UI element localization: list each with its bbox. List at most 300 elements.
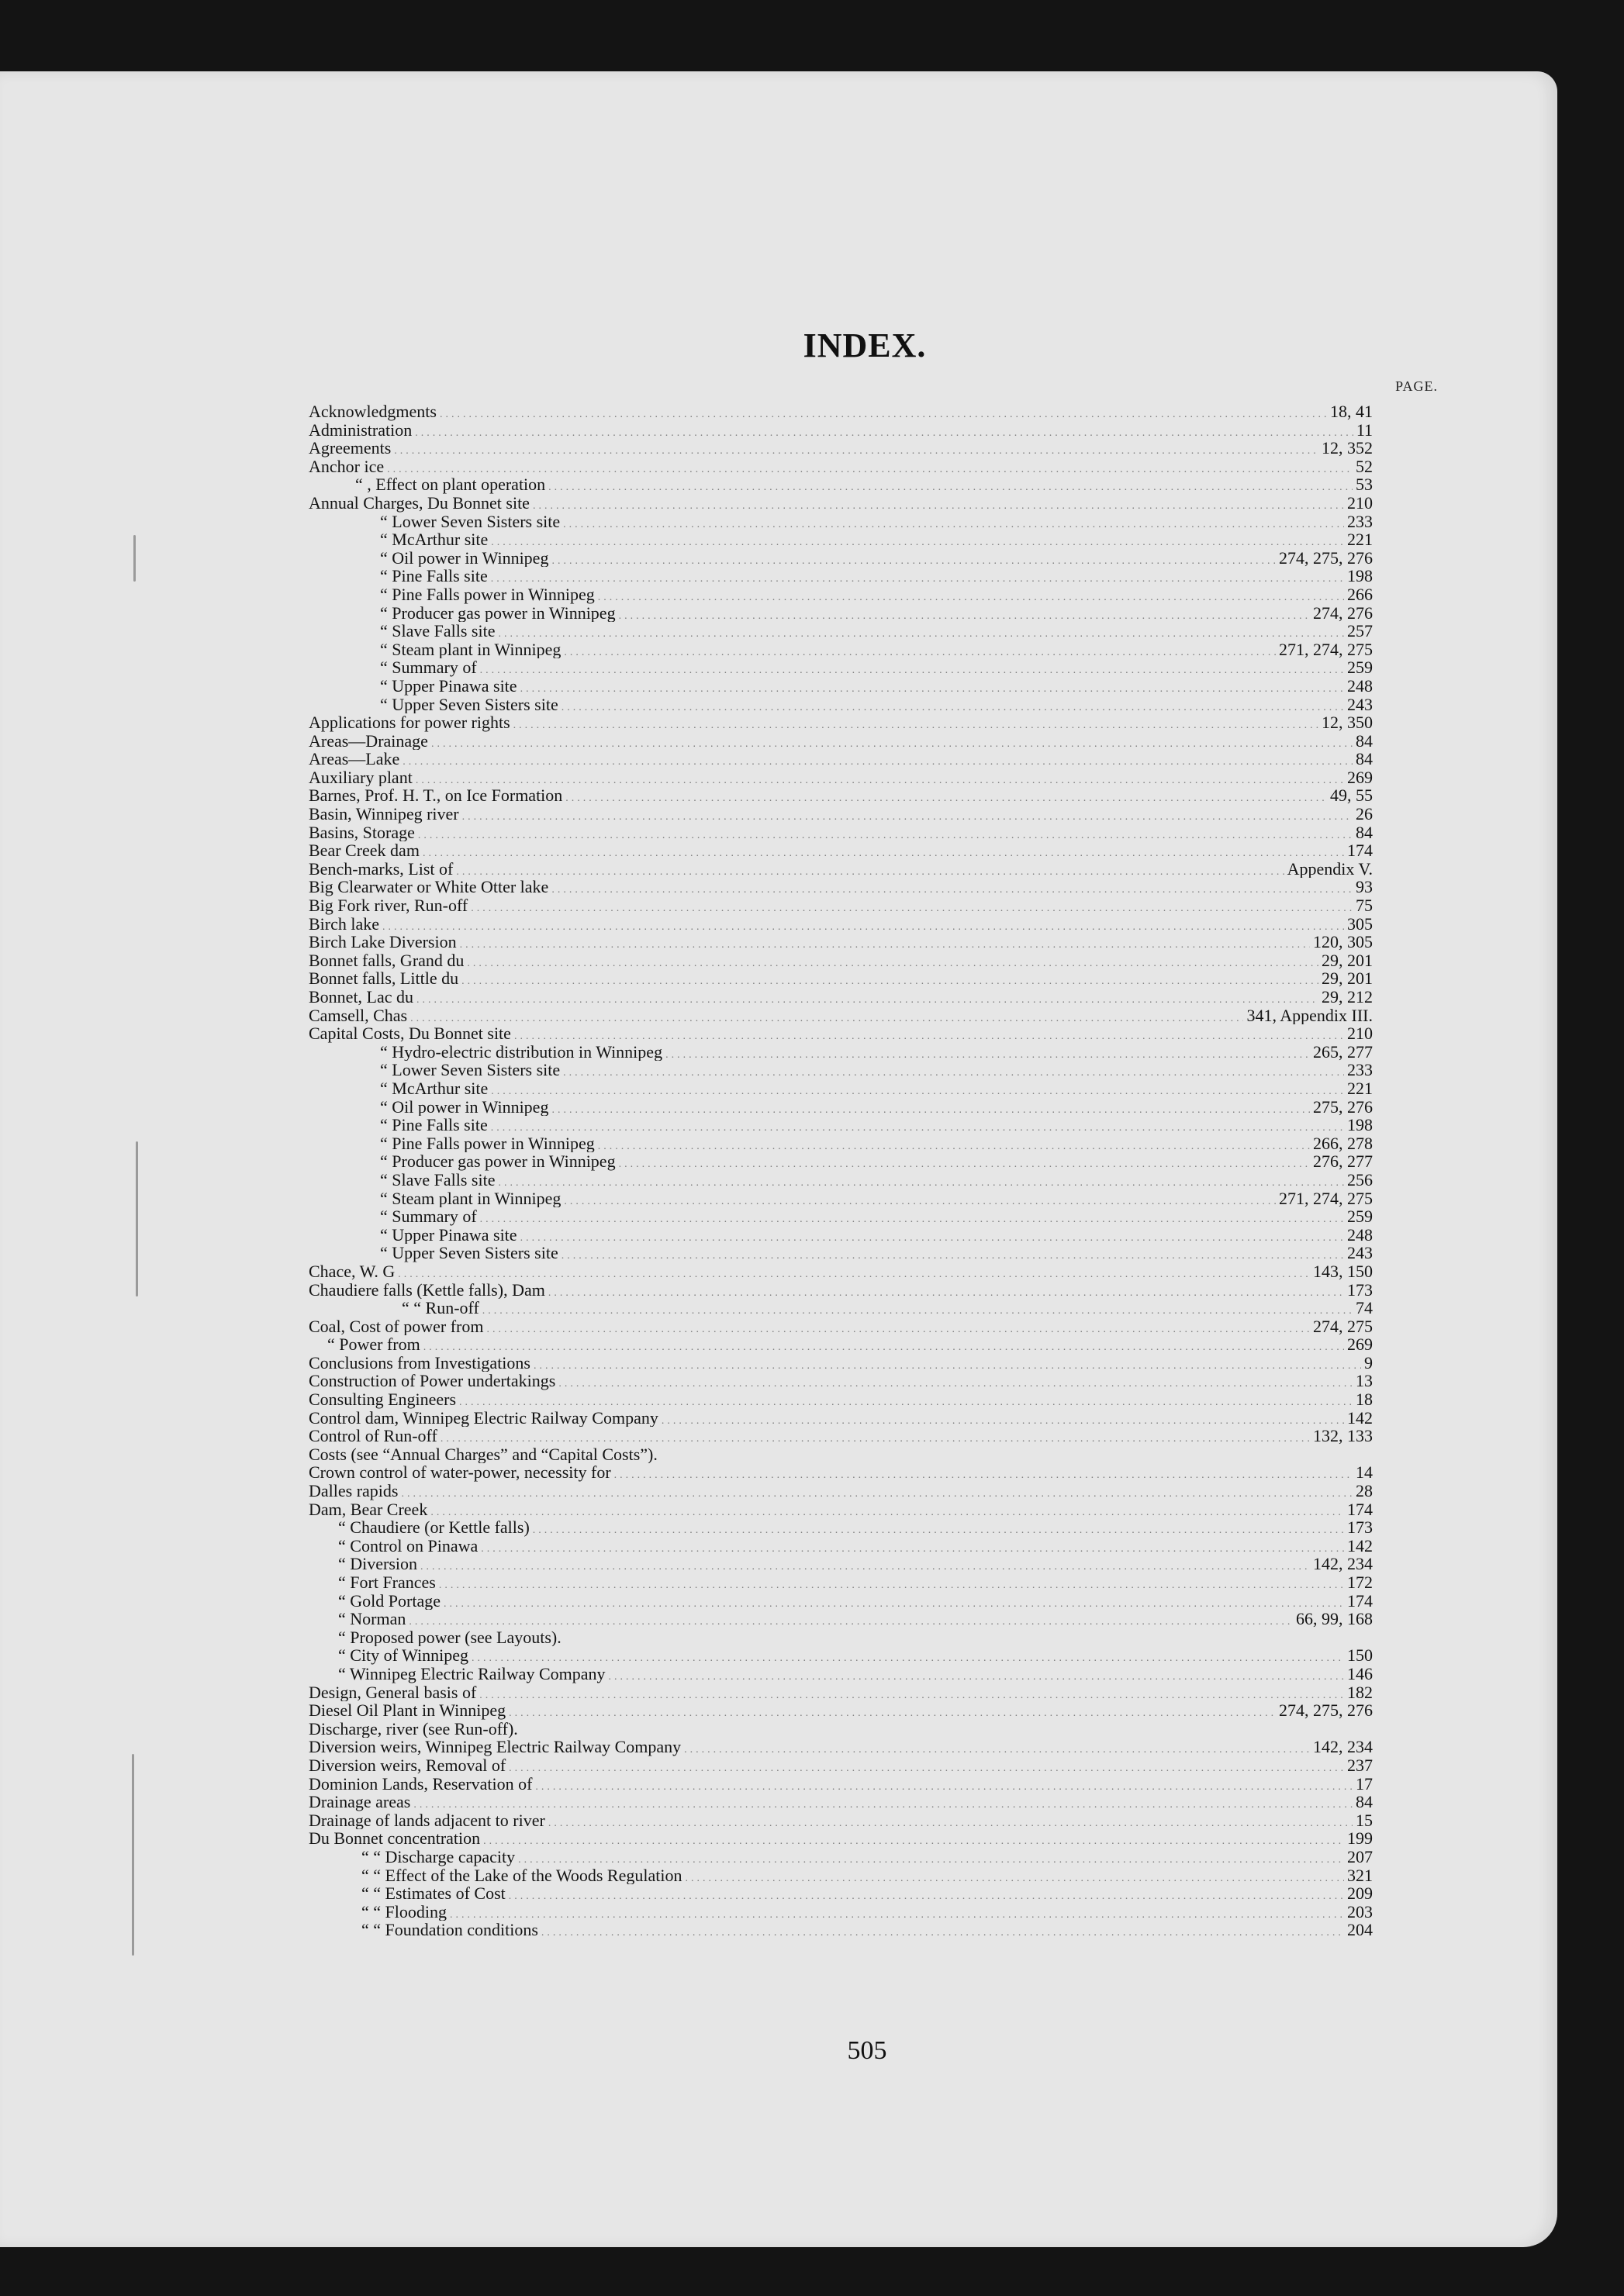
index-entry-text: “ Power from xyxy=(327,1335,420,1354)
index-entry-text: Diesel Oil Plant in Winnipeg xyxy=(309,1701,506,1720)
leader-dots xyxy=(548,478,1353,494)
leader-dots xyxy=(533,1521,1344,1537)
index-entry-text: “ Summary of xyxy=(380,1207,477,1226)
index-entry-text: Coal, Cost of power from xyxy=(309,1317,484,1336)
leader-dots xyxy=(401,1485,1353,1500)
index-entry-pages: 49, 55 xyxy=(1330,786,1373,806)
index-entry-text: Agreements xyxy=(309,439,392,457)
index-entry-pages: 173 xyxy=(1347,1280,1373,1300)
index-entry-text: “ Steam plant in Winnipeg xyxy=(380,1189,561,1208)
index-entry xyxy=(309,640,1373,659)
index-entry-text: Dominion Lands, Reservation of xyxy=(309,1774,533,1794)
leader-dots xyxy=(430,1504,1344,1519)
index-entry-text: “ Diversion xyxy=(338,1555,418,1573)
index-entry-pages: 204 xyxy=(1347,1921,1373,1939)
leader-dots xyxy=(409,1613,1293,1628)
leader-dots xyxy=(551,881,1353,896)
index-entry-pages: 18 xyxy=(1356,1390,1373,1409)
leader-dots xyxy=(498,1174,1344,1189)
index-entry-text: “ “ Run-off xyxy=(402,1299,479,1317)
leader-dots xyxy=(548,1814,1353,1830)
index-entry-text: “ Upper Seven Sisters site xyxy=(380,1244,558,1262)
index-entry xyxy=(309,1152,1373,1171)
index-entry xyxy=(309,786,1373,805)
index-entry-text: “ Producer gas power in Winnipeg xyxy=(380,603,616,623)
index-entry-pages: 52 xyxy=(1356,457,1373,476)
index-entry-pages: 142, 234 xyxy=(1313,1555,1373,1573)
index-entry xyxy=(309,1006,1373,1025)
index-entry xyxy=(309,1518,1373,1537)
index-entry-text: “ Chaudiere (or Kettle falls) xyxy=(338,1518,530,1537)
index-entry-pages: 341, Appendix III. xyxy=(1246,1006,1373,1025)
index-entry xyxy=(309,1848,1373,1866)
index-entry-text: Areas—Drainage xyxy=(309,731,428,751)
index-entry-text: Bear Creek dam xyxy=(309,841,420,860)
leader-dots xyxy=(518,1851,1344,1866)
index-entry-text: “ Slave Falls site xyxy=(380,1170,496,1189)
index-entry-pages: 259 xyxy=(1347,658,1373,677)
index-entry-pages: 207 xyxy=(1347,1847,1373,1866)
index-entry-text: “ “ Foundation conditions xyxy=(361,1921,538,1939)
index-entry-pages: 233 xyxy=(1347,512,1373,531)
index-entry-pages: 257 xyxy=(1347,622,1373,640)
leader-dots xyxy=(598,1138,1310,1153)
index-entry xyxy=(309,1866,1373,1885)
index-entry-text: Acknowledgments xyxy=(309,402,437,421)
leader-dots xyxy=(598,589,1344,604)
index-entry xyxy=(309,823,1373,842)
index-list xyxy=(309,402,1373,1939)
index-entry-pages: 210 xyxy=(1347,1024,1373,1043)
index-entry-text: Crown control of water-power, necessity for xyxy=(309,1463,611,1483)
index-entry-text: “ Proposed power (see Layouts). xyxy=(338,1628,561,1647)
index-entry-text: Auxiliary plant xyxy=(309,768,413,787)
leader-dots xyxy=(561,699,1344,714)
index-entry xyxy=(309,530,1373,549)
index-entry-pages: 274, 275, 276 xyxy=(1279,1701,1373,1720)
index-entry-pages: 221 xyxy=(1347,530,1373,549)
index-entry-pages: 321 xyxy=(1347,1866,1373,1885)
index-entry-pages: 199 xyxy=(1347,1829,1373,1848)
index-entry-pages: 174 xyxy=(1347,841,1373,860)
index-entry-pages: 12, 352 xyxy=(1322,439,1373,457)
index-entry-pages: 142 xyxy=(1347,1536,1373,1555)
index-entry-text: “ Winnipeg Electric Railway Company xyxy=(338,1664,606,1683)
leader-dots xyxy=(486,1321,1310,1336)
index-entry-pages: 266 xyxy=(1347,585,1373,604)
leader-dots xyxy=(563,1064,1344,1079)
index-entry xyxy=(309,1262,1373,1281)
leader-dots xyxy=(418,827,1353,842)
index-entry-text: Basins, Storage xyxy=(309,823,415,842)
leader-dots xyxy=(491,570,1344,585)
index-entry xyxy=(309,1317,1373,1336)
index-entry-pages: 271, 274, 275 xyxy=(1279,1189,1373,1208)
index-entry xyxy=(309,677,1373,696)
index-entry xyxy=(309,696,1373,714)
index-entry xyxy=(309,604,1373,623)
index-entry-text: Dam, Bear Creek xyxy=(309,1500,428,1519)
index-entry xyxy=(309,915,1373,934)
leader-dots xyxy=(423,1338,1344,1354)
leader-dots xyxy=(563,516,1344,531)
leader-dots xyxy=(533,497,1344,513)
index-entry-text: Areas—Lake xyxy=(309,750,400,768)
index-entry-text: “ Oil power in Winnipeg xyxy=(380,1097,549,1117)
leader-dots xyxy=(472,1649,1344,1665)
index-entry xyxy=(309,1573,1373,1592)
index-entry xyxy=(309,1628,1373,1647)
index-entry-text: “ Upper Seven Sisters site xyxy=(380,695,558,714)
index-entry xyxy=(309,1335,1373,1354)
index-entry-text: Annual Charges, Du Bonnet site xyxy=(309,493,530,513)
leader-dots xyxy=(535,1778,1353,1794)
index-entry-pages: 53 xyxy=(1356,475,1373,494)
leader-dots xyxy=(462,808,1353,823)
index-entry-pages: 75 xyxy=(1356,896,1373,915)
spine-mark xyxy=(132,1754,134,1956)
leader-dots xyxy=(684,1741,1310,1756)
leader-dots xyxy=(491,533,1344,549)
spine-mark xyxy=(136,1141,138,1296)
index-entry xyxy=(309,1701,1373,1720)
index-entry xyxy=(309,1226,1373,1245)
index-entry-pages: 174 xyxy=(1347,1500,1373,1519)
index-entry xyxy=(309,1043,1373,1062)
index-entry-pages: 198 xyxy=(1347,1116,1373,1134)
index-entry-text: “ Pine Falls power in Winnipeg xyxy=(380,585,595,604)
leader-dots xyxy=(491,1119,1344,1134)
leader-dots xyxy=(440,406,1327,421)
index-entry xyxy=(309,1500,1373,1519)
index-entry-pages: 248 xyxy=(1347,1225,1373,1245)
index-entry-text: Du Bonnet concentration xyxy=(309,1829,481,1848)
index-entry-text: Basin, Winnipeg river xyxy=(309,805,459,823)
index-entry-pages: 274, 276 xyxy=(1313,603,1373,623)
leader-dots xyxy=(461,972,1318,988)
leader-dots xyxy=(558,1375,1353,1390)
index-entry xyxy=(309,1811,1373,1830)
index-entry xyxy=(309,1390,1373,1409)
index-entry xyxy=(309,805,1373,823)
index-entry-text: Camsell, Chas xyxy=(309,1006,408,1025)
index-entry-pages: 15 xyxy=(1356,1811,1373,1830)
leader-dots xyxy=(398,1265,1310,1281)
index-entry-pages: 26 xyxy=(1356,805,1373,823)
index-entry xyxy=(309,439,1373,457)
leader-dots xyxy=(423,844,1344,860)
index-entry-pages: 9 xyxy=(1364,1353,1373,1372)
index-entry-pages: 18, 41 xyxy=(1330,402,1373,421)
leader-dots xyxy=(509,1759,1344,1775)
index-entry xyxy=(309,1299,1373,1317)
index-entry-text: Chace, W. G xyxy=(309,1262,396,1281)
index-entry xyxy=(309,1427,1373,1445)
index-entry-pages: 259 xyxy=(1347,1207,1373,1226)
index-entry-pages: 182 xyxy=(1347,1683,1373,1702)
index-entry xyxy=(309,475,1373,494)
leader-dots xyxy=(520,1229,1344,1245)
leader-dots xyxy=(564,1193,1276,1208)
index-entry xyxy=(309,988,1373,1006)
index-entry-pages: 84 xyxy=(1356,731,1373,751)
index-entry-pages: 142, 234 xyxy=(1313,1738,1373,1756)
index-entry xyxy=(309,1665,1373,1683)
index-entry xyxy=(309,896,1373,915)
index-entry-text: Drainage areas xyxy=(309,1793,411,1811)
index-entry xyxy=(309,1171,1373,1189)
index-entry-text: Bench-marks, List of xyxy=(309,859,454,879)
index-entry-pages: 221 xyxy=(1347,1079,1373,1098)
index-entry-text: Bonnet falls, Little du xyxy=(309,969,459,988)
index-entry-text: Discharge, river (see Run-off). xyxy=(309,1719,518,1738)
index-entry-text: Control dam, Winnipeg Electric Railway Company xyxy=(309,1408,658,1428)
index-entry-text: Birch Lake Diversion xyxy=(309,933,457,951)
leader-dots xyxy=(467,955,1318,970)
leader-dots xyxy=(551,552,1276,568)
index-entry-text: Control of Run-off xyxy=(309,1427,437,1445)
index-entry-pages: 274, 275 xyxy=(1313,1317,1373,1336)
index-entry xyxy=(309,1281,1373,1300)
page-number: 505 xyxy=(847,2036,887,2065)
index-entry-pages: 29, 201 xyxy=(1322,951,1373,970)
index-entry-text: Design, General basis of xyxy=(309,1683,477,1702)
leader-dots xyxy=(479,1687,1344,1702)
index-entry xyxy=(309,1134,1373,1153)
index-entry-pages: 210 xyxy=(1347,493,1373,513)
index-entry-pages: 143, 150 xyxy=(1313,1262,1373,1281)
index-entry-pages: 84 xyxy=(1356,823,1373,842)
index-entry xyxy=(309,1061,1373,1079)
leader-dots xyxy=(416,772,1344,787)
index-entry-pages: 14 xyxy=(1356,1463,1373,1483)
index-entry-text: “ Producer gas power in Winnipeg xyxy=(380,1152,616,1171)
index-entry-pages: 269 xyxy=(1347,768,1373,787)
index-entry-pages: 233 xyxy=(1347,1061,1373,1079)
index-entry-text: Administration xyxy=(309,420,413,440)
index-entry-pages: 237 xyxy=(1347,1756,1373,1775)
index-entry-pages: 203 xyxy=(1347,1902,1373,1921)
index-entry-text: “ “ Estimates of Cost xyxy=(361,1884,506,1903)
index-entry-pages: 276, 277 xyxy=(1313,1152,1373,1171)
index-entry-text: Big Clearwater or White Otter lake xyxy=(309,878,549,897)
index-entry xyxy=(309,713,1373,732)
index-entry xyxy=(309,1189,1373,1208)
leader-dots xyxy=(382,918,1344,934)
leader-dots xyxy=(483,1832,1344,1848)
leader-dots xyxy=(415,424,1353,440)
index-entry-pages: 266, 278 xyxy=(1313,1134,1373,1153)
index-entry-text: “ Slave Falls site xyxy=(380,622,496,640)
index-entry xyxy=(309,1903,1373,1921)
index-entry-text: Consulting Engineers xyxy=(309,1390,457,1409)
leader-dots xyxy=(431,735,1353,751)
leader-dots xyxy=(551,1101,1310,1117)
index-entry-text: “ Upper Pinawa site xyxy=(380,1225,517,1245)
index-entry xyxy=(309,1372,1373,1390)
index-entry xyxy=(309,768,1373,787)
index-entry-text: “ Steam plant in Winnipeg xyxy=(380,640,561,659)
leader-dots xyxy=(548,1284,1344,1300)
leader-dots xyxy=(513,716,1318,732)
leader-dots xyxy=(450,1906,1344,1921)
index-entry xyxy=(309,622,1373,640)
index-entry-pages: 256 xyxy=(1347,1170,1373,1189)
index-entry xyxy=(309,1921,1373,1939)
leader-dots xyxy=(609,1668,1344,1683)
index-entry-text: Bonnet falls, Grand du xyxy=(309,951,465,970)
index-entry xyxy=(309,1354,1373,1372)
leader-dots xyxy=(520,680,1344,696)
index-entry-text: Diversion weirs, Removal of xyxy=(309,1756,506,1775)
index-entry-text: Big Fork river, Run-off xyxy=(309,896,468,915)
index-entry xyxy=(309,494,1373,513)
index-entry xyxy=(309,1024,1373,1043)
index-entry-pages: 13 xyxy=(1356,1372,1373,1391)
index-entry-text: “ McArthur site xyxy=(380,530,489,549)
index-entry xyxy=(309,567,1373,585)
index-entry-pages: 12, 350 xyxy=(1322,713,1373,732)
index-entry xyxy=(309,1610,1373,1628)
leader-dots xyxy=(685,1870,1344,1885)
index-entry-text: “ , Effect on plant operation xyxy=(355,475,546,494)
index-entry-pages: 120, 305 xyxy=(1313,933,1373,951)
index-entry-pages: 17 xyxy=(1356,1774,1373,1794)
index-entry xyxy=(309,1463,1373,1482)
index-entry-text: Anchor ice xyxy=(309,457,385,476)
index-entry-pages: 198 xyxy=(1347,567,1373,585)
index-entry-text: Barnes, Prof. H. T., on Ice Formation xyxy=(309,786,563,806)
spine-mark xyxy=(133,535,136,582)
index-entry-pages: 28 xyxy=(1356,1482,1373,1500)
leader-dots xyxy=(441,1430,1310,1445)
index-entry-text: “ Pine Falls site xyxy=(380,567,488,585)
index-entry-text: “ City of Winnipeg xyxy=(338,1646,468,1665)
leader-dots xyxy=(410,1010,1243,1025)
index-entry xyxy=(309,1756,1373,1775)
index-entry-pages: 274, 275, 276 xyxy=(1279,548,1373,568)
leader-dots xyxy=(460,936,1310,951)
index-entry-text: “ “ Discharge capacity xyxy=(361,1847,516,1866)
index-entry xyxy=(309,1775,1373,1794)
index-entry-text: “ Pine Falls site xyxy=(380,1116,488,1134)
index-entry-pages: 74 xyxy=(1356,1299,1373,1317)
index-entry-pages: 305 xyxy=(1347,914,1373,934)
index-entry xyxy=(309,421,1373,440)
index-entry-pages: 248 xyxy=(1347,676,1373,696)
index-entry xyxy=(309,1537,1373,1555)
index-entry-pages: 66, 99, 168 xyxy=(1296,1610,1373,1628)
leader-dots xyxy=(471,899,1353,915)
leader-dots xyxy=(541,1924,1344,1939)
leader-dots xyxy=(480,661,1344,677)
page-title: INDEX. xyxy=(803,326,927,364)
leader-dots xyxy=(491,1082,1344,1098)
index-entry xyxy=(309,1592,1373,1611)
index-entry-text: “ Lower Seven Sisters site xyxy=(380,512,561,531)
index-entry-text: “ Control on Pinawa xyxy=(338,1536,479,1555)
index-entry xyxy=(309,1793,1373,1811)
index-entry xyxy=(309,1646,1373,1665)
index-entry xyxy=(309,860,1373,879)
leader-dots xyxy=(413,1796,1353,1811)
index-entry-text: Bonnet, Lac du xyxy=(309,988,414,1006)
index-entry xyxy=(309,878,1373,896)
index-entry-text: Birch lake xyxy=(309,914,380,934)
index-entry-text: “ McArthur site xyxy=(380,1079,489,1098)
index-entry-pages: 84 xyxy=(1356,750,1373,768)
index-entry-text: “ Fort Frances xyxy=(338,1573,436,1592)
index-entry-text: Diversion weirs, Winnipeg Electric Railway Company xyxy=(309,1738,682,1756)
index-entry-text: “ Gold Portage xyxy=(338,1591,441,1611)
index-entry-text: Dalles rapids xyxy=(309,1482,399,1500)
index-entry xyxy=(309,1207,1373,1226)
index-entry-text: “ Upper Pinawa site xyxy=(380,676,517,696)
leader-dots xyxy=(565,789,1327,805)
index-entry-text: Construction of Power undertakings xyxy=(309,1372,556,1391)
index-entry-text: Capital Costs, Du Bonnet site xyxy=(309,1024,511,1043)
leader-dots xyxy=(459,1393,1353,1409)
index-entry xyxy=(309,1829,1373,1848)
index-entry xyxy=(309,933,1373,951)
index-entry-pages: 29, 201 xyxy=(1322,969,1373,988)
index-entry xyxy=(309,1445,1373,1464)
leader-dots xyxy=(387,461,1353,476)
leader-dots xyxy=(420,1558,1310,1573)
leader-dots xyxy=(439,1576,1344,1592)
leader-dots xyxy=(662,1412,1344,1428)
index-entry xyxy=(309,513,1373,531)
index-entry xyxy=(309,1098,1373,1117)
leader-dots xyxy=(619,607,1310,623)
index-entry-text: “ Summary of xyxy=(380,658,477,677)
index-entry-text: “ “ Effect of the Lake of the Woods Regulation xyxy=(361,1866,682,1885)
leader-dots xyxy=(534,1357,1361,1372)
index-entry xyxy=(309,732,1373,751)
index-entry xyxy=(309,1079,1373,1098)
index-entry xyxy=(309,951,1373,970)
index-entry-pages: 132, 133 xyxy=(1313,1427,1373,1445)
leader-dots xyxy=(614,1466,1353,1482)
index-entry-pages: 29, 212 xyxy=(1322,988,1373,1006)
leader-dots xyxy=(444,1595,1344,1611)
index-entry xyxy=(309,1884,1373,1903)
index-entry xyxy=(309,750,1373,768)
index-entry-pages: 269 xyxy=(1347,1335,1373,1354)
index-entry xyxy=(309,1738,1373,1756)
index-entry-pages: 84 xyxy=(1356,1793,1373,1811)
index-entry-pages: Appendix V. xyxy=(1287,859,1373,879)
index-entry-text: Chaudiere falls (Kettle falls), Dam xyxy=(309,1280,545,1300)
index-entry xyxy=(309,658,1373,677)
index-entry-pages: 271, 274, 275 xyxy=(1279,640,1373,659)
index-entry-text: “ “ Flooding xyxy=(361,1902,447,1921)
leader-dots xyxy=(416,991,1318,1006)
index-entry-pages: 150 xyxy=(1347,1646,1373,1665)
index-entry-text: Applications for power rights xyxy=(309,713,510,732)
leader-dots xyxy=(481,1540,1344,1555)
index-entry-pages: 265, 277 xyxy=(1313,1042,1373,1062)
index-entry xyxy=(309,841,1373,860)
index-entry-pages: 174 xyxy=(1347,1591,1373,1611)
index-entry-pages: 243 xyxy=(1347,695,1373,714)
index-entry-text: Costs (see “Annual Charges” and “Capital Costs”). xyxy=(309,1445,658,1464)
leader-dots xyxy=(498,625,1344,640)
index-entry xyxy=(309,549,1373,568)
index-entry-pages: 93 xyxy=(1356,878,1373,897)
leader-dots xyxy=(456,863,1284,879)
index-entry xyxy=(309,1683,1373,1702)
